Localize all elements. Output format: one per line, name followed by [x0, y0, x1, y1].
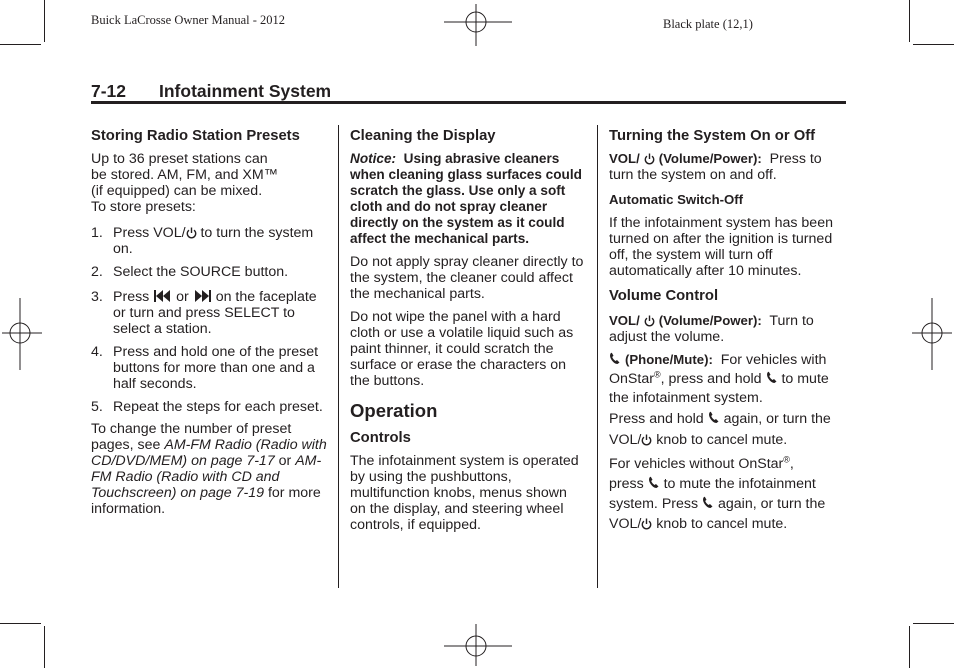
- column-divider: [338, 125, 339, 588]
- list-item: [91, 264, 331, 280]
- cleaning-paragraph-1: Do not apply spray cleaner directly to the system, the cleaner could affect the mechanical parts.: [350, 254, 584, 302]
- list-item: [91, 225, 331, 257]
- step-text: Press VOL/: [113, 225, 186, 241]
- step-text: on the faceplate or turn and press SELECT to select a station.: [113, 289, 317, 337]
- crop-mark: [909, 0, 910, 42]
- section-title: [91, 81, 331, 102]
- column-2: [350, 127, 586, 533]
- registered-mark: ®: [783, 454, 790, 465]
- step-number: 3.: [91, 289, 103, 305]
- step-text: or: [176, 289, 189, 305]
- body-text: , press and hold: [660, 371, 762, 387]
- body-text: knob to cancel mute.: [656, 432, 788, 448]
- control-label: VOL/: [609, 151, 640, 166]
- crop-mark: [913, 44, 954, 45]
- body-text: again, or turn the VOL/: [609, 496, 826, 532]
- notice-label: Notice:: [350, 151, 397, 166]
- section-rule: [91, 101, 846, 104]
- vol-power-paragraph: [609, 151, 849, 183]
- list-item: [91, 289, 331, 337]
- body-text: or: [274, 453, 296, 469]
- body-text: Turn to adjust the volume.: [609, 313, 814, 345]
- cross-ref-link[interactable]: AM-FM Radio (Radio with CD and Touchscreen) on page 7-19: [91, 453, 322, 501]
- body-text: knob to cancel mute.: [656, 516, 788, 532]
- step-text: Select the SOURCE button.: [113, 264, 289, 280]
- registration-mark-left: [0, 296, 44, 372]
- controls-paragraph: The infotainment system is operated by using the pushbuttons, multifunction knobs, menus shown on the display, and steering wheel controls, if equipped.: [350, 453, 579, 533]
- column-divider: [597, 125, 598, 588]
- intro-line: Up to 36 preset stations can: [91, 151, 268, 167]
- seek-back-icon: [153, 289, 172, 303]
- crop-mark: [44, 626, 45, 668]
- section-number: 7-12: [91, 81, 127, 101]
- crop-mark: [44, 0, 45, 42]
- control-label: (Phone/Mute):: [624, 352, 713, 367]
- intro-line: be stored. AM, FM, and XM™: [91, 167, 278, 183]
- presets-intro: [91, 151, 331, 215]
- heading-operation: Operation: [350, 400, 438, 421]
- body-text: to mute the infotainment system. Press: [609, 476, 816, 512]
- heading-auto-switch-off: Automatic Switch-Off: [609, 192, 744, 207]
- body-text: Press to turn the system on and off.: [609, 151, 822, 183]
- cleaning-paragraph-2: Do not wipe the panel with a hard cloth or use a volatile liquid such as paint thinner, it could scratch the surface or erase the characters on the buttons.: [350, 309, 574, 389]
- registration-mark-right: [910, 296, 954, 372]
- crop-mark: [0, 44, 41, 45]
- column-1: [91, 127, 331, 517]
- body-text: For vehicles without OnStar: [609, 456, 784, 472]
- intro-line: (if equipped) can be mixed.: [91, 183, 263, 199]
- step-number: 1.: [91, 225, 103, 241]
- notice-text: Using abrasive cleaners when cleaning glass surfaces could scratch the glass. Use only a soft cloth and do not spray cleaner directly on the system as it could affect the mechanical parts.: [350, 151, 582, 246]
- presets-change-text: [91, 421, 331, 517]
- notice: [350, 151, 586, 247]
- body-text: for more information.: [91, 485, 321, 517]
- column-3: [609, 127, 849, 534]
- body-text: press: [609, 476, 644, 492]
- control-label: (Volume/Power):: [658, 151, 762, 166]
- body-text: ,: [789, 456, 794, 472]
- phone-icon: [648, 475, 660, 488]
- running-header-title: Buick LaCrosse Owner Manual - 2012: [91, 13, 286, 27]
- step-number: 4.: [91, 344, 103, 360]
- body-text: To change the number of preset pages, see: [91, 421, 292, 453]
- phone-icon: [609, 352, 621, 365]
- step-text: Press: [113, 289, 150, 305]
- power-icon: [186, 227, 197, 238]
- without-onstar-paragraph: [609, 454, 849, 534]
- phone-mute-paragraph: [609, 350, 849, 408]
- list-item: [91, 344, 331, 392]
- cross-ref-link[interactable]: AM-FM Radio (Radio with CD/DVD/MEM) on page 7-17: [91, 437, 327, 469]
- control-label: (Volume/Power):: [658, 313, 762, 328]
- section-name: Infotainment System: [159, 81, 332, 101]
- list-item: [91, 399, 331, 415]
- power-icon: [641, 434, 652, 445]
- power-icon: [644, 153, 655, 164]
- press-hold-paragraph: [609, 409, 849, 451]
- registration-mark-top: [440, 0, 516, 48]
- heading-storing-presets: Storing Radio Station Presets: [91, 128, 300, 144]
- body-text: again, or turn the VOL/: [609, 411, 831, 448]
- step-text: Repeat the steps for each preset.: [113, 399, 323, 415]
- step-number: 5.: [91, 399, 103, 415]
- phone-icon: [708, 410, 720, 423]
- control-label: VOL/: [609, 313, 640, 328]
- vol-adjust-paragraph: [609, 313, 849, 345]
- phone-icon: [766, 371, 778, 384]
- heading-cleaning-display: Cleaning the Display: [350, 128, 496, 144]
- body-text: Press and hold: [609, 411, 704, 427]
- phone-icon: [702, 495, 714, 508]
- registered-mark: ®: [653, 369, 661, 380]
- step-text: to turn the system on.: [113, 225, 314, 257]
- body-text: to mute the infotainment system.: [609, 371, 829, 406]
- crop-mark: [0, 623, 41, 624]
- heading-volume-control: Volume Control: [609, 288, 719, 304]
- heading-turning-on-off: Turning the System On or Off: [609, 128, 816, 144]
- crop-mark: [913, 623, 954, 624]
- intro-line: To store presets:: [91, 199, 196, 215]
- auto-switch-off-paragraph: If the infotainment system has been turned on after the ignition is turned off, the system will turn off automatically after 10 minutes.: [609, 215, 833, 279]
- heading-controls: Controls: [350, 430, 411, 446]
- step-text: Press and hold one of the preset buttons for more than one and a half seconds.: [113, 344, 319, 392]
- body-text: For vehicles with OnStar: [609, 352, 827, 387]
- power-icon: [641, 518, 652, 529]
- preset-steps: [91, 225, 331, 415]
- seek-forward-icon: [193, 289, 212, 303]
- power-icon: [644, 315, 655, 326]
- running-header-plate: Black plate (12,1): [663, 17, 753, 31]
- step-number: 2.: [91, 264, 103, 280]
- crop-mark: [909, 626, 910, 668]
- registration-mark-bottom: [440, 622, 516, 668]
